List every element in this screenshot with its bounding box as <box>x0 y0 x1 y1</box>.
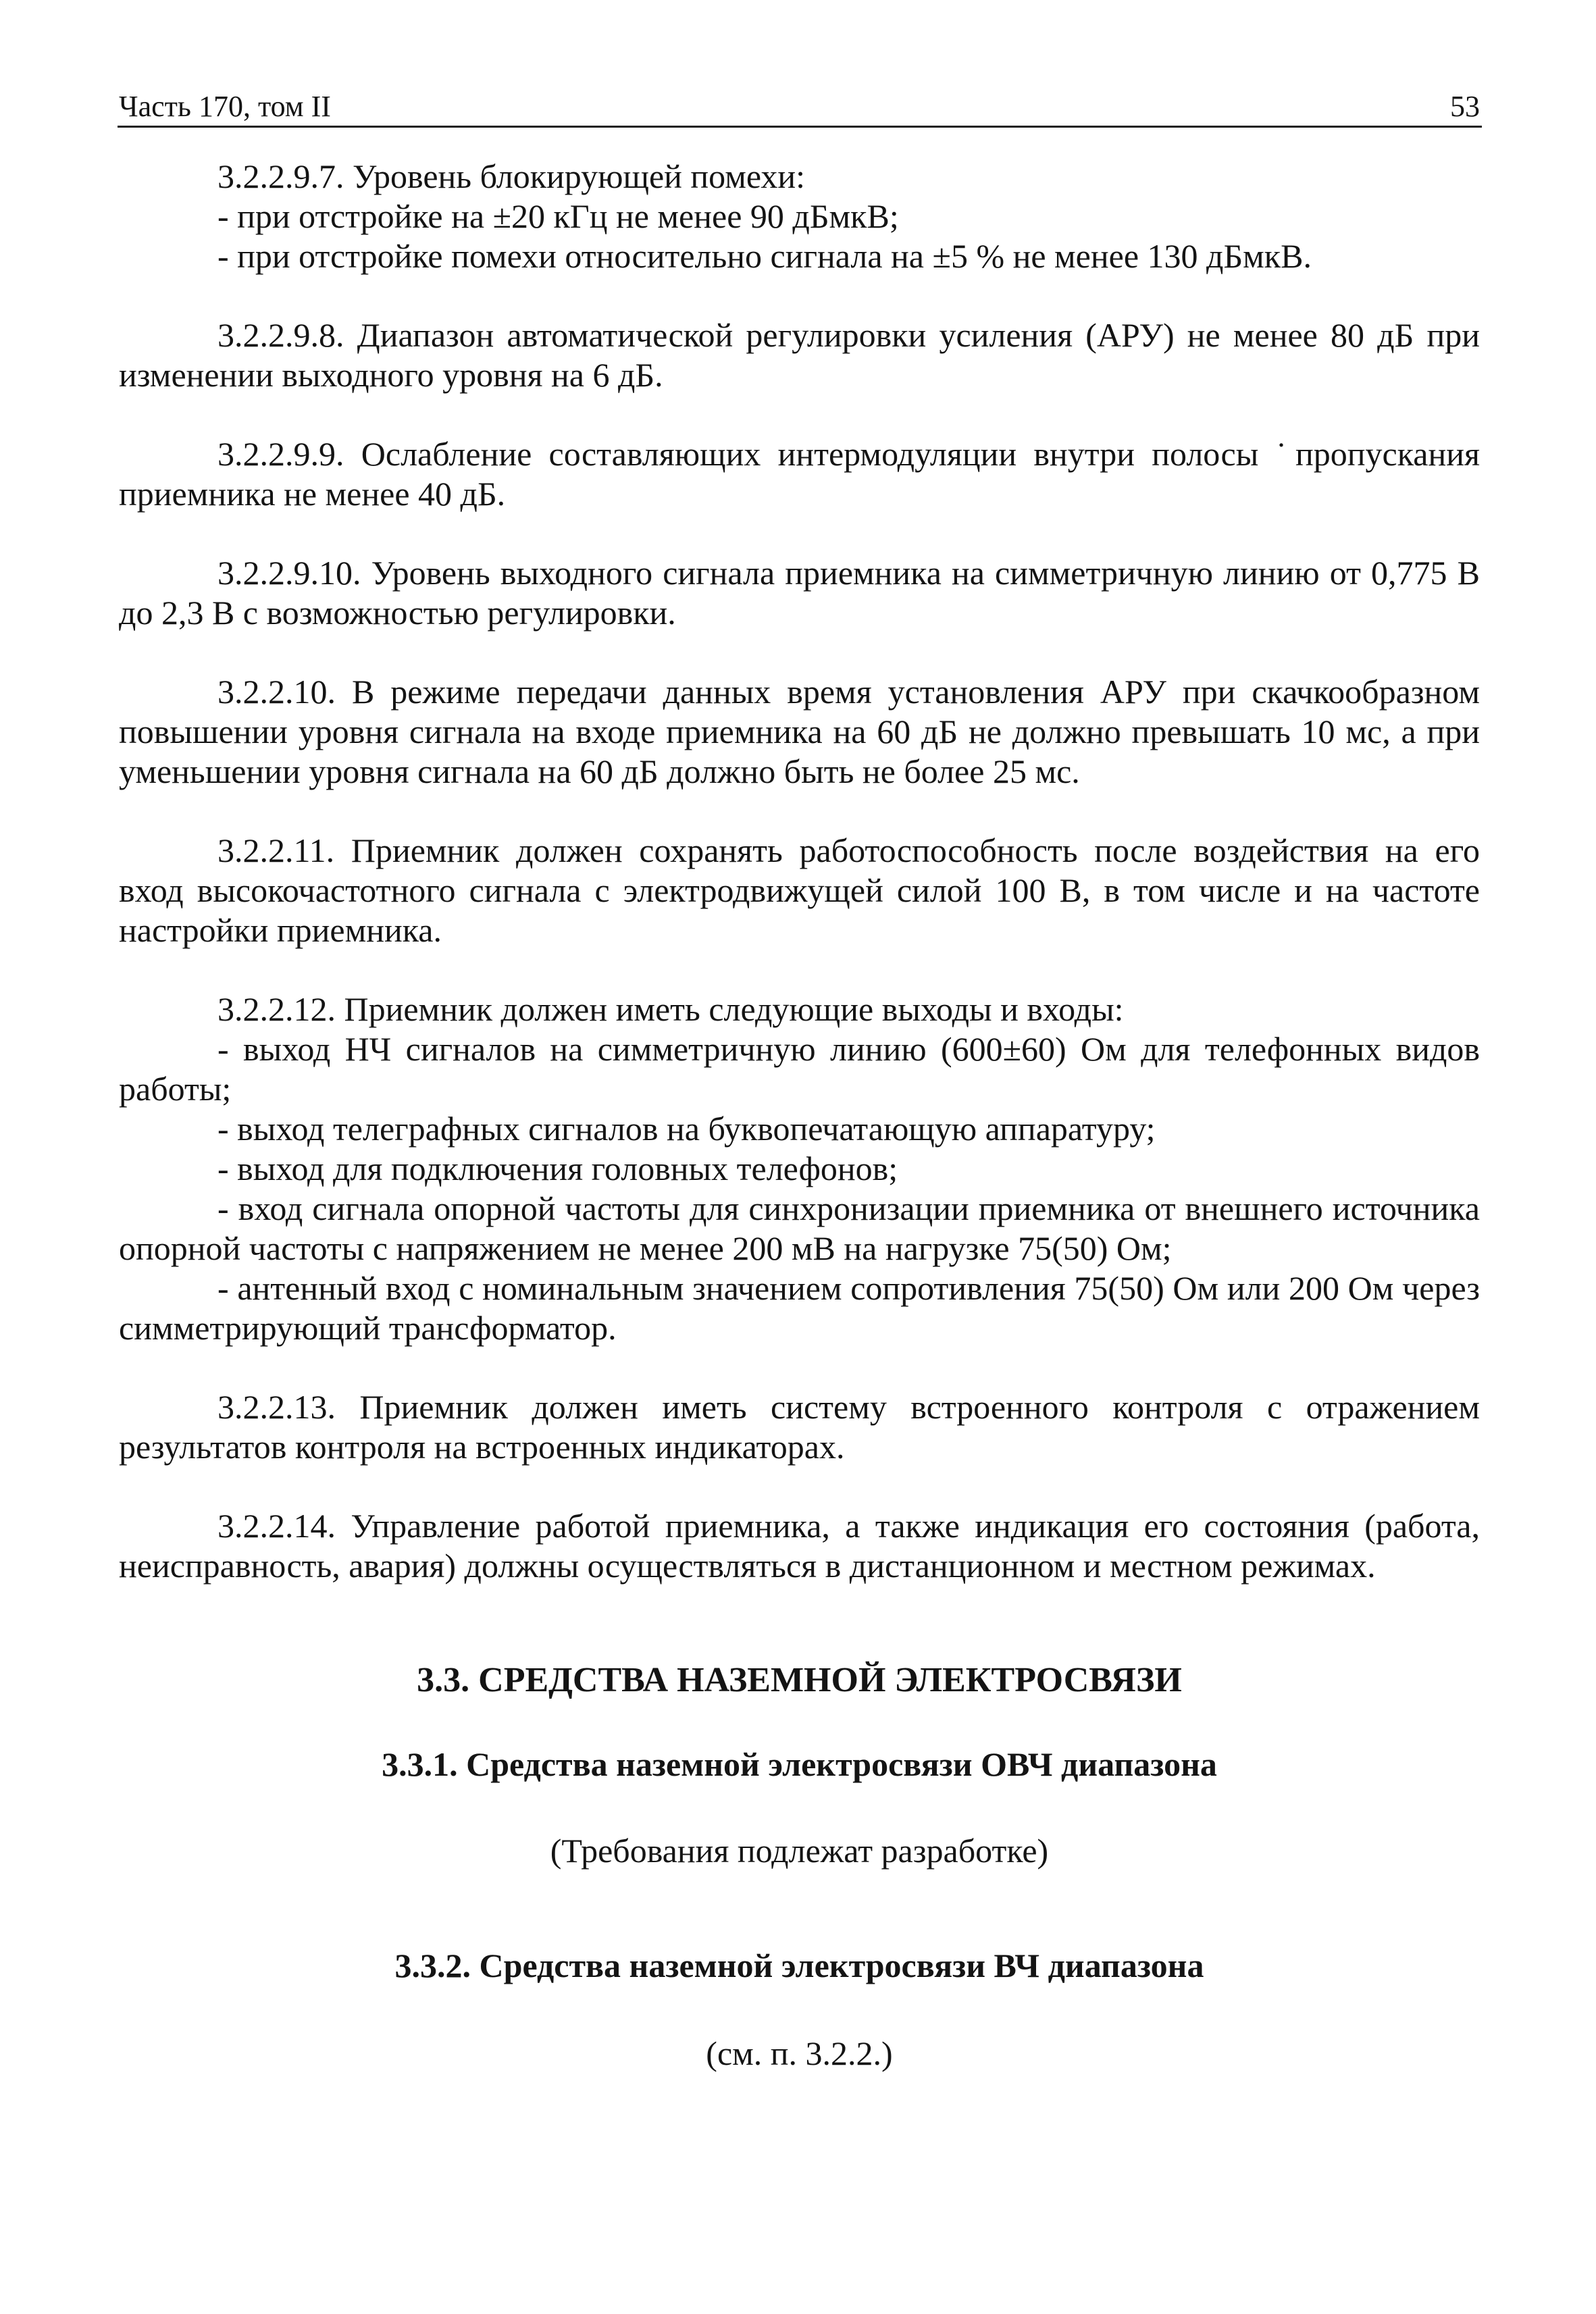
paragraph-text: 3.2.2.13. Приемник должен иметь систему встроенного контроля с отражением результатов контроля на встроенных индикаторах. <box>119 1388 1480 1466</box>
subsection-heading-vhf: 3.3.1. Средства наземной электросвязи ОВЧ диапазона <box>382 1745 1217 1783</box>
list-item: - при отстройке помехи относительно сигнала на ±5 % не менее 130 дБмкВ. <box>217 237 1312 275</box>
section-heading: 3.3. СРЕДСТВА НАЗЕМНОЙ ЭЛЕКТРОСВЯЗИ <box>417 1661 1182 1699</box>
paragraph-line: 3.2.2.12. Приемник должен иметь следующие выходы и входы: <box>217 990 1124 1028</box>
paragraph-3-2-2-9-9 <box>119 434 1480 514</box>
list-item: - при отстройке на ±20 кГц не менее 90 дБмкВ; <box>217 197 899 235</box>
paragraph-line: 3.2.2.9.7. Уровень блокирующей помехи: <box>217 157 806 195</box>
document-body <box>119 157 1480 1625</box>
paragraph-text: 3.2.2.9.10. Уровень выходного сигнала приемника на симметричную линию от 0,775 В до 2,3 В с возможностью регулировки. <box>119 554 1480 632</box>
list-item: - вход сигнала опорной частоты для синхронизации приемника от внешнего источника опорной частоты с напряжением не менее 200 мВ на нагрузке 75(50) Ом; <box>119 1189 1480 1267</box>
paragraph-3-2-2-9-7 <box>119 157 1480 276</box>
header-part-volume: Часть 170, том II <box>119 90 331 123</box>
paragraph-text: 3.2.2.9.9. Ослабление составляющих интермодуляции внутри полосы ˙пропускания приемника не менее 40 дБ. <box>119 435 1480 513</box>
page-header <box>119 86 1480 127</box>
page-number: 53 <box>1450 90 1480 123</box>
paragraph-3-2-2-13 <box>119 1387 1480 1467</box>
paragraph-3-2-2-10 <box>119 672 1480 792</box>
paragraph-text: 3.2.2.9.8. Диапазон автоматической регулировки усиления (АРУ) не менее 80 дБ при изменении выходного уровня на 6 дБ. <box>119 316 1480 394</box>
list-item: - выход НЧ сигналов на симметричную линию (600±60) Ом для телефонных видов работы; <box>119 1030 1480 1108</box>
list-item: - выход телеграфных сигналов на буквопечатающую аппаратуру; <box>217 1110 1156 1148</box>
paragraph-3-2-2-14 <box>119 1506 1480 1586</box>
subsection-note-vhf: (Требования подлежат разработке) <box>550 1832 1049 1870</box>
paragraph-3-2-2-11 <box>119 831 1480 950</box>
paragraph-3-2-2-9-8 <box>119 315 1480 395</box>
paragraph-text: 3.2.2.10. В режиме передачи данных время установления АРУ при скачкообразном повышении уровня сигнала на входе приемника на 60 дБ не должно превышать 10 мс, а при уменьшении уровня сигнала на 60 дБ должно быть не более 25 мс. <box>119 673 1480 790</box>
header-rule <box>118 126 1482 128</box>
list-item: - антенный вход с номинальным значением сопротивления 75(50) Ом или 200 Ом через симметрирующий трансформатор. <box>119 1269 1480 1347</box>
subsection-note-hf: (см. п. 3.2.2.) <box>706 2034 893 2072</box>
paragraph-3-2-2-12 <box>119 989 1480 1348</box>
list-item: - выход для подключения головных телефонов; <box>217 1150 898 1187</box>
paragraph-text: 3.2.2.14. Управление работой приемника, а также индикация его состояния (работа, неисправность, авария) должны осуществляться в дистанционном и местном режимах. <box>119 1507 1480 1585</box>
subsection-heading-hf: 3.3.2. Средства наземной электросвязи ВЧ диапазона <box>394 1947 1204 1984</box>
paragraph-text: 3.2.2.11. Приемник должен сохранять работоспособность после воздействия на его вход высокочастотного сигнала с электродвижущей силой 100 В, в том числе и на частоте настройки приемника. <box>119 831 1480 949</box>
paragraph-3-2-2-9-10 <box>119 553 1480 633</box>
